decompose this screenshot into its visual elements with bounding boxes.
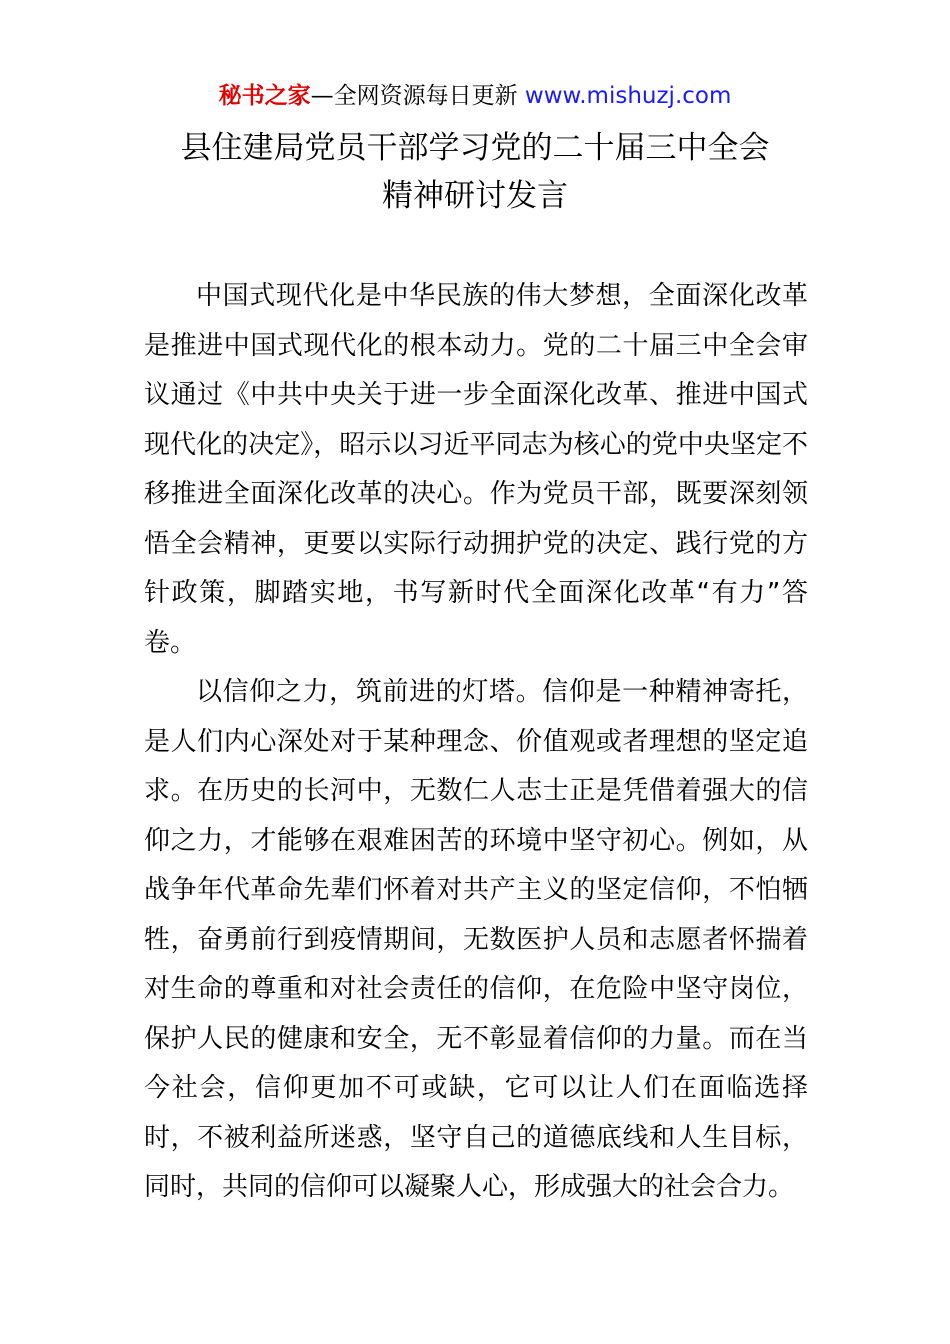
title-line-2: 精神研讨发言 xyxy=(382,178,568,214)
body-paragraph-1: 中国式现代化是中华民族的伟大梦想，全面深化改革是推进中国式现代化的根本动力。党的二十届三中全会审议通过《中共中央关于进一步全面深化改革、推进中国式现代化的决定》，昭示以习近平同志为核心的党中央坚定不移推进全面深化改革的决心。作为党员干部，既要深刻领悟全会精神，更要以实际行动拥护党的决定、践行党的方针政策，脚踏实地，书写新时代全面深化改革“有力”答卷。 xyxy=(144,281,808,658)
site-brand: 秘书之家 xyxy=(218,83,311,109)
body-paragraph-2: 以信仰之力，筑前进的灯塔。信仰是一种精神寄托，是人们内心深处对于某种理念、价值观或者理想的坚定追求。在历史的长河中，无数仁人志士正是凭借着强大的信仰之力，才能够在艰难困苦的环境中坚守初心。例如，从战争年代革命先辈们怀着对共产主义的坚定信仰，不怕牺牲，奋勇前行到疫情期间，无数医护人员和志愿者怀揣着对生命的尊重和对社会责任的信仰，在危险中坚守岗位，保护人民的健康和安全，无不彰显着信仰的力量。而在当今社会，信仰更加不可或缺，它可以让人们在面临选择时，不被利益所迷惑，坚守自己的道德底线和人生目标，同时，共同的信仰可以凝聚人心，形成强大的社会合力。 xyxy=(144,677,808,1202)
document-body xyxy=(144,272,808,1213)
site-header xyxy=(0,80,950,112)
site-tagline: —全网资源每日更新 xyxy=(310,83,525,109)
site-url-link[interactable]: www.mishuzj.com xyxy=(524,83,732,109)
title-line-1: 县住建局党员干部学习党的二十届三中全会 xyxy=(180,130,770,166)
document-title xyxy=(0,124,950,220)
